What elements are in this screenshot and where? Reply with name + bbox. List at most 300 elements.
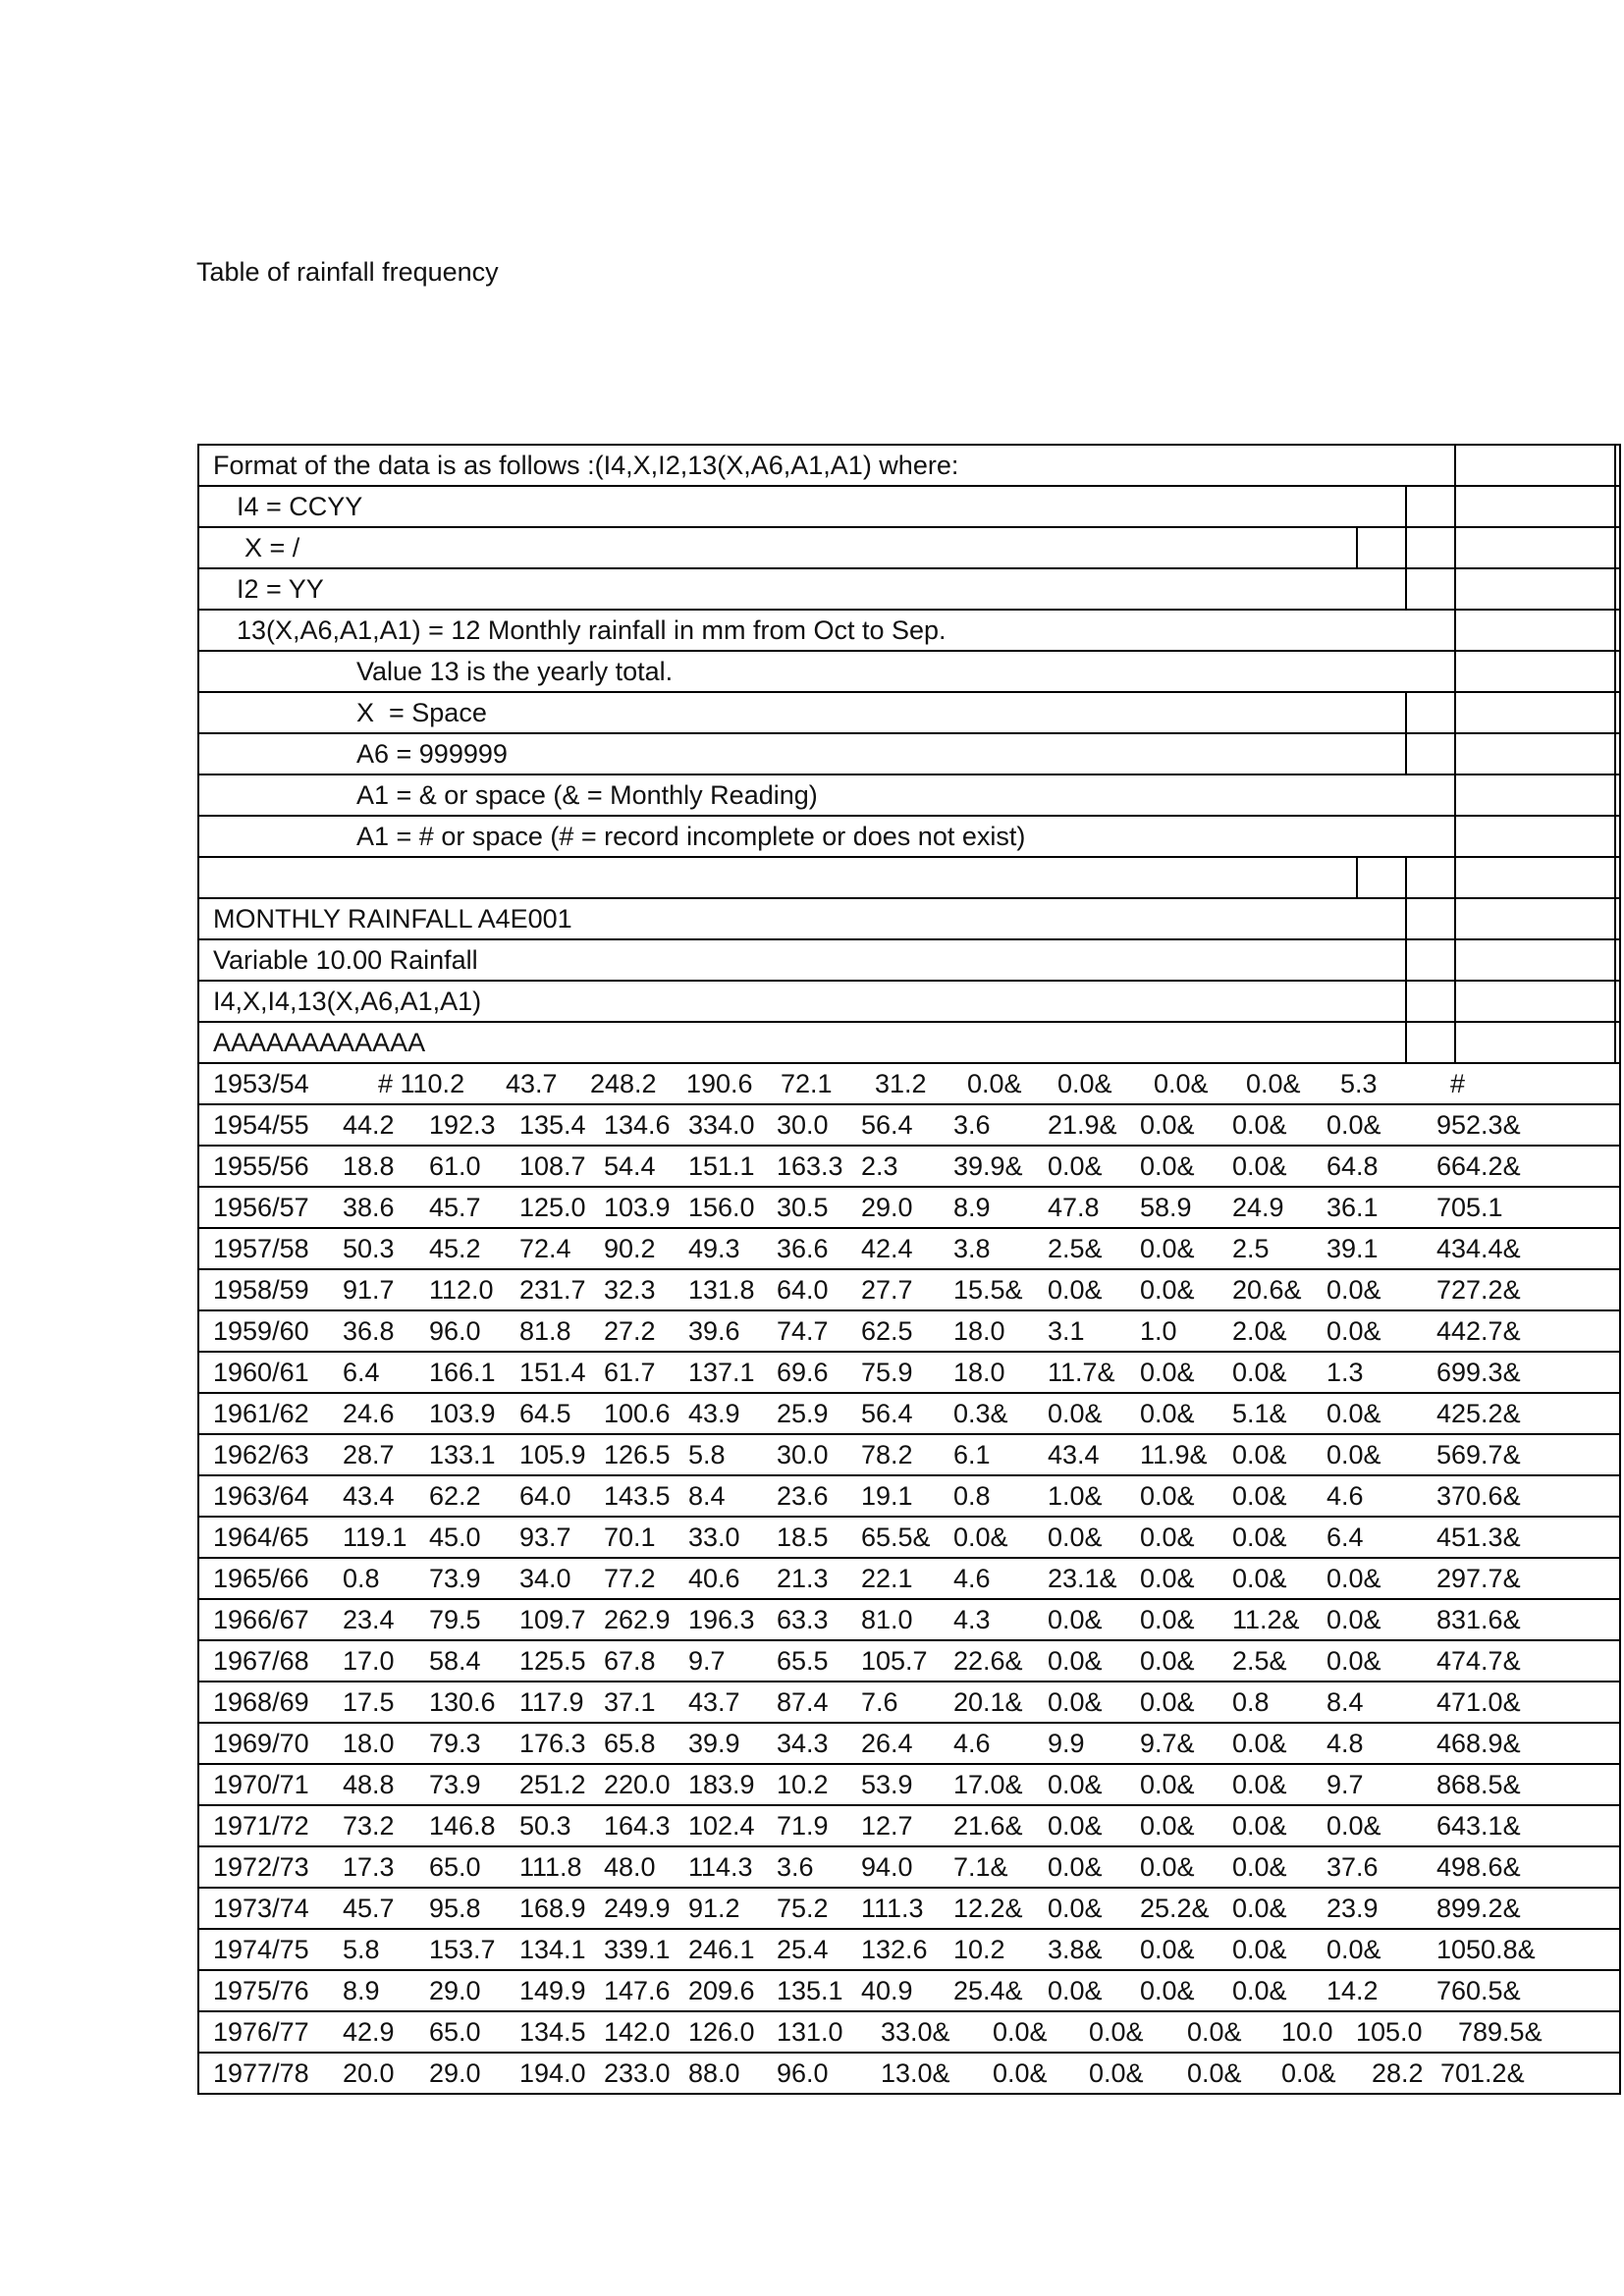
monthly-value: 8.9 [343, 1976, 380, 2005]
monthly-value: 262.9 [604, 1605, 671, 1634]
monthly-value: 75.9 [861, 1358, 913, 1387]
monthly-value: 27.2 [604, 1316, 656, 1346]
row-divider [197, 1227, 1621, 1229]
monthly-value: 22.6& [953, 1646, 1023, 1676]
monthly-value: 5.8 [688, 1440, 726, 1469]
monthly-value: 56.4 [861, 1110, 913, 1140]
monthly-value: 233.0 [604, 2058, 671, 2088]
monthly-value: 0.8 [1232, 1687, 1270, 1717]
yearly-total: 831.6& [1436, 1605, 1521, 1634]
monthly-value: 61.0 [429, 1151, 481, 1181]
monthly-value: 39.9& [953, 1151, 1023, 1181]
monthly-value: 33.0 [688, 1522, 740, 1552]
row-year: 1974/75 [213, 1935, 309, 1964]
yearly-total: 664.2& [1436, 1151, 1521, 1181]
header-row-text: I2 = YY [237, 574, 324, 604]
monthly-value: 38.6 [343, 1193, 395, 1222]
monthly-value: 18.0 [343, 1729, 395, 1758]
cell-divider [1405, 856, 1407, 897]
row-divider [197, 526, 1621, 528]
monthly-value: 2.5& [1232, 1646, 1287, 1676]
row-year: 1977/78 [213, 2058, 309, 2088]
monthly-value: 65.8 [604, 1729, 656, 1758]
monthly-value: 17.0& [953, 1770, 1023, 1799]
monthly-value: 34.0 [519, 1564, 571, 1593]
monthly-value: 0.0& [1232, 1852, 1287, 1882]
monthly-value: 9.7 [1326, 1770, 1364, 1799]
row-divider [197, 2093, 1621, 2095]
monthly-value: 131.8 [688, 1275, 755, 1305]
table-row [197, 1392, 1621, 1433]
monthly-value: 26.4 [861, 1729, 913, 1758]
monthly-value: 23.9 [1326, 1894, 1379, 1923]
monthly-value: 22.1 [861, 1564, 913, 1593]
table-row [197, 1062, 1621, 1103]
table-left-border [197, 444, 199, 2095]
monthly-value: 20.6& [1232, 1275, 1302, 1305]
monthly-value: 70.1 [604, 1522, 656, 1552]
monthly-value: 126.0 [688, 2017, 755, 2047]
monthly-value: 37.6 [1326, 1852, 1379, 1882]
monthly-value: 0.0& [1048, 1976, 1103, 2005]
monthly-value: 72.4 [519, 1234, 571, 1263]
row-divider [197, 1433, 1621, 1435]
monthly-value: 132.6 [861, 1935, 928, 1964]
monthly-value: 251.2 [519, 1770, 586, 1799]
monthly-value: 103.9 [429, 1399, 496, 1428]
row-year: 1957/58 [213, 1234, 309, 1263]
monthly-value: 8.4 [1326, 1687, 1364, 1717]
monthly-value: 78.2 [861, 1440, 913, 1469]
monthly-value: 37.1 [604, 1687, 656, 1717]
row-divider [197, 1969, 1621, 1971]
monthly-value: 166.1 [429, 1358, 496, 1387]
monthly-value: 25.9 [777, 1399, 829, 1428]
table-row [197, 1681, 1621, 1722]
monthly-value: 0.0& [1089, 2058, 1144, 2088]
monthly-value: 54.4 [604, 1151, 656, 1181]
row-divider [197, 1186, 1621, 1188]
monthly-value: 73.2 [343, 1811, 395, 1841]
monthly-value: 4.6 [953, 1564, 991, 1593]
row-divider [197, 1474, 1621, 1476]
monthly-value: 18.0 [953, 1358, 1005, 1387]
monthly-value: 24.9 [1232, 1193, 1284, 1222]
yearly-total: 952.3& [1436, 1110, 1521, 1140]
monthly-value: 11.7& [1048, 1358, 1115, 1387]
row-divider [197, 1681, 1621, 1682]
table-row [197, 1351, 1621, 1392]
row-year: 1972/73 [213, 1852, 309, 1882]
monthly-value: 45.2 [429, 1234, 481, 1263]
row-divider [197, 444, 1621, 446]
table-row [197, 1598, 1621, 1639]
monthly-value: 25.4 [777, 1935, 829, 1964]
monthly-value: 3.6 [777, 1852, 814, 1882]
table-row [197, 2010, 1621, 2052]
monthly-value: 0.0& [1232, 1729, 1287, 1758]
monthly-value: 2.5& [1048, 1234, 1103, 1263]
monthly-value: 65.0 [429, 2017, 481, 2047]
monthly-value: 21.6& [953, 1811, 1023, 1841]
table-row [197, 1887, 1621, 1928]
yearly-total: 442.7& [1436, 1316, 1521, 1346]
monthly-value: 111.3 [861, 1894, 924, 1923]
monthly-value: 65.0 [429, 1852, 481, 1882]
yearly-total: 474.7& [1436, 1646, 1521, 1676]
monthly-value: 0.0& [1246, 1069, 1301, 1098]
cell-divider [1405, 897, 1407, 938]
row-year: 1965/66 [213, 1564, 309, 1593]
row-year: 1969/70 [213, 1729, 309, 1758]
monthly-value: 0.0& [1326, 1564, 1381, 1593]
row-year: 1959/60 [213, 1316, 309, 1346]
monthly-value: 0.0& [1048, 1852, 1103, 1882]
header-row [197, 1021, 1621, 1062]
table-row [197, 1145, 1621, 1186]
row-year: 1968/69 [213, 1687, 309, 1717]
header-row-text: X = / [244, 533, 300, 562]
monthly-value: 164.3 [604, 1811, 671, 1841]
monthly-value: 133.1 [429, 1440, 496, 1469]
header-row [197, 444, 1621, 485]
monthly-value: 339.1 [604, 1935, 671, 1964]
monthly-value: 64.0 [777, 1275, 829, 1305]
row-year: 1954/55 [213, 1110, 309, 1140]
table-row [197, 1268, 1621, 1309]
table-row [197, 1309, 1621, 1351]
yearly-total: 370.6& [1436, 1481, 1521, 1511]
table-row [197, 1227, 1621, 1268]
monthly-value: 30.0 [777, 1110, 829, 1140]
monthly-value: 0.0& [1140, 1481, 1195, 1511]
row-year: 1966/67 [213, 1605, 309, 1634]
monthly-value: 64.0 [519, 1481, 571, 1511]
header-row-text: A1 = & or space (& = Monthly Reading) [356, 780, 818, 810]
row-year: 1961/62 [213, 1399, 309, 1428]
monthly-value: 119.1 [343, 1522, 407, 1552]
monthly-value: 94.0 [861, 1852, 913, 1882]
monthly-value: 87.4 [777, 1687, 829, 1717]
monthly-value: 3.6 [953, 1110, 991, 1140]
monthly-value: 50.3 [343, 1234, 395, 1263]
monthly-value: 156.0 [688, 1193, 755, 1222]
monthly-value: 112.0 [429, 1275, 494, 1305]
table-row [197, 1722, 1621, 1763]
row-divider [197, 897, 1621, 899]
monthly-value: 61.7 [604, 1358, 656, 1387]
monthly-value: 25.4& [953, 1976, 1023, 2005]
monthly-value: 151.4 [519, 1358, 586, 1387]
row-divider [197, 485, 1621, 487]
monthly-value: 30.5 [777, 1193, 829, 1222]
monthly-value: 17.5 [343, 1687, 395, 1717]
row-year: 1953/54 [213, 1069, 309, 1098]
header-row [197, 567, 1621, 609]
document-title: Table of rainfall frequency [196, 257, 499, 287]
monthly-value: 194.0 [519, 2058, 586, 2088]
monthly-value: 12.2& [953, 1894, 1023, 1923]
monthly-value: 42.9 [343, 2017, 395, 2047]
monthly-value: 134.6 [604, 1110, 671, 1140]
monthly-value: 88.0 [688, 2058, 740, 2088]
monthly-value: 3.8& [1048, 1935, 1103, 1964]
monthly-value: 0.0& [1326, 1399, 1381, 1428]
monthly-value: 49.3 [688, 1234, 740, 1263]
row-year: 1970/71 [213, 1770, 309, 1799]
monthly-value: 31.2 [875, 1069, 927, 1098]
monthly-value: 0.8 [343, 1564, 380, 1593]
yearly-total: 643.1& [1436, 1811, 1521, 1841]
monthly-value: 1.0 [1140, 1316, 1177, 1346]
monthly-value: 196.3 [688, 1605, 755, 1634]
monthly-value: 20.1& [953, 1687, 1023, 1717]
row-divider [197, 1103, 1621, 1105]
monthly-value: 32.3 [604, 1275, 656, 1305]
monthly-value: 0.0& [1140, 1770, 1195, 1799]
monthly-value: 0.0& [1140, 1976, 1195, 2005]
row-divider [197, 1887, 1621, 1889]
yearly-total: 899.2& [1436, 1894, 1521, 1923]
monthly-value: 0.0& [1140, 1811, 1195, 1841]
table-row [197, 1969, 1621, 2010]
yearly-total: 434.4& [1436, 1234, 1521, 1263]
monthly-value: 0.0& [1187, 2017, 1242, 2047]
monthly-value: 28.2 [1372, 2058, 1424, 2088]
header-row-text: X = Space [356, 698, 487, 727]
yearly-total: 760.5& [1436, 1976, 1521, 2005]
monthly-value: 142.0 [604, 2017, 671, 2047]
monthly-value: 18.8 [343, 1151, 395, 1181]
monthly-value: 0.0& [993, 2017, 1048, 2047]
row-divider [197, 1598, 1621, 1600]
yearly-total: 425.2& [1436, 1399, 1521, 1428]
yearly-total: 451.3& [1436, 1522, 1521, 1552]
cell-divider [1356, 856, 1358, 897]
monthly-value: 2.0& [1232, 1316, 1287, 1346]
row-divider [197, 1021, 1621, 1023]
monthly-value: 36.8 [343, 1316, 395, 1346]
monthly-value: 0.0& [1232, 1440, 1287, 1469]
monthly-value: 96.0 [429, 1316, 481, 1346]
monthly-value: 40.9 [861, 1976, 913, 2005]
row-year: 1976/77 [213, 2017, 309, 2047]
monthly-value: 4.6 [953, 1729, 991, 1758]
table-row [197, 1845, 1621, 1887]
monthly-value: 137.1 [688, 1358, 755, 1387]
row-divider [197, 609, 1621, 611]
monthly-value: 0.0& [1140, 1605, 1195, 1634]
header-row-text: A1 = # or space (# = record incomplete or does not exist) [356, 822, 1026, 851]
monthly-value: 79.5 [429, 1605, 481, 1634]
monthly-value: 0.0& [967, 1069, 1022, 1098]
monthly-value: 93.7 [519, 1522, 571, 1552]
monthly-value: 130.6 [429, 1687, 496, 1717]
row-year: 1971/72 [213, 1811, 309, 1841]
monthly-value: 0.0& [1048, 1522, 1103, 1552]
row-divider [197, 1557, 1621, 1559]
yearly-total: 498.6& [1436, 1852, 1521, 1882]
monthly-value: 0.0& [1140, 1110, 1195, 1140]
row-divider [197, 856, 1621, 858]
monthly-value: 81.8 [519, 1316, 571, 1346]
monthly-value: 0.0& [1048, 1151, 1103, 1181]
row-year: 1963/64 [213, 1481, 309, 1511]
header-row [197, 897, 1621, 938]
monthly-value: 334.0 [688, 1110, 755, 1140]
monthly-value: 4.8 [1326, 1729, 1364, 1758]
monthly-value: 67.8 [604, 1646, 656, 1676]
monthly-value: 30.0 [777, 1440, 829, 1469]
table-row [197, 1804, 1621, 1845]
monthly-value: 45.0 [429, 1522, 481, 1552]
monthly-value: 134.1 [519, 1935, 586, 1964]
monthly-value: 91.7 [343, 1275, 395, 1305]
monthly-value: 19.1 [861, 1481, 913, 1511]
cell-divider [1356, 526, 1358, 567]
header-row [197, 980, 1621, 1021]
monthly-value: # 110.2 [378, 1069, 465, 1098]
monthly-value: 27.7 [861, 1275, 913, 1305]
monthly-value: 48.8 [343, 1770, 395, 1799]
header-row-text: Value 13 is the yearly total. [356, 657, 674, 686]
monthly-value: 135.4 [519, 1110, 586, 1140]
monthly-value: 0.0& [1140, 1564, 1195, 1593]
monthly-value: 90.2 [604, 1234, 656, 1263]
monthly-value: 43.7 [688, 1687, 740, 1717]
monthly-value: 53.9 [861, 1770, 913, 1799]
monthly-value: 192.3 [429, 1110, 496, 1140]
table-right-border [1619, 1062, 1621, 2095]
yearly-total: 705.1 [1436, 1193, 1503, 1222]
monthly-value: 95.8 [429, 1894, 481, 1923]
monthly-value: 102.4 [688, 1811, 755, 1841]
header-row-text: MONTHLY RAINFALL A4E001 [213, 904, 572, 934]
table-row [197, 1433, 1621, 1474]
row-divider [197, 815, 1621, 817]
monthly-value: 10.2 [777, 1770, 829, 1799]
monthly-value: 12.7 [861, 1811, 913, 1841]
cell-divider [1405, 938, 1407, 980]
row-divider [197, 567, 1621, 569]
monthly-value: 81.0 [861, 1605, 913, 1634]
yearly-total: 789.5& [1458, 2017, 1543, 2047]
monthly-value: 105.7 [861, 1646, 928, 1676]
monthly-value: 62.5 [861, 1316, 913, 1346]
monthly-value: 125.0 [519, 1193, 586, 1222]
monthly-value: 6.4 [1326, 1522, 1364, 1552]
row-divider [197, 1309, 1621, 1311]
monthly-value: 29.0 [429, 1976, 481, 2005]
table-row [197, 1186, 1621, 1227]
column-divider [1454, 444, 1456, 1062]
monthly-value: 4.6 [1326, 1481, 1364, 1511]
monthly-value: 11.9& [1140, 1440, 1208, 1469]
monthly-value: 111.8 [519, 1852, 582, 1882]
row-year: 1967/68 [213, 1646, 309, 1676]
table-row [197, 1516, 1621, 1557]
header-row-text: 13(X,A6,A1,A1) = 12 Monthly rainfall in mm from Oct to Sep. [237, 615, 947, 645]
table-row [197, 1763, 1621, 1804]
monthly-value: 21.3 [777, 1564, 829, 1593]
monthly-value: 168.9 [519, 1894, 586, 1923]
table-row [197, 1557, 1621, 1598]
monthly-value: 10.2 [953, 1935, 1005, 1964]
monthly-value: 33.0& [881, 2017, 950, 2047]
cell-divider [1405, 567, 1407, 609]
monthly-value: 249.9 [604, 1894, 671, 1923]
monthly-value: 0.0& [1140, 1687, 1195, 1717]
monthly-value: 11.2& [1232, 1605, 1300, 1634]
monthly-value: 71.9 [777, 1811, 829, 1841]
row-divider [197, 1639, 1621, 1641]
monthly-value: 17.3 [343, 1852, 395, 1882]
row-divider [197, 1062, 1621, 1064]
row-year: 1956/57 [213, 1193, 309, 1222]
monthly-value: 23.1& [1048, 1564, 1117, 1593]
monthly-value: 0.0& [1140, 1275, 1195, 1305]
row-divider [197, 1722, 1621, 1724]
monthly-value: 13.0& [881, 2058, 950, 2088]
monthly-value: 9.7 [688, 1646, 726, 1676]
yearly-total: 468.9& [1436, 1729, 1521, 1758]
monthly-value: 149.9 [519, 1976, 586, 2005]
monthly-value: 109.7 [519, 1605, 586, 1634]
monthly-value: 10.0 [1281, 2017, 1333, 2047]
monthly-value: 24.6 [343, 1399, 395, 1428]
monthly-value: 79.3 [429, 1729, 481, 1758]
monthly-value: 0.3& [953, 1399, 1008, 1428]
table-row [197, 1474, 1621, 1516]
monthly-value: 0.0& [1232, 1564, 1287, 1593]
monthly-value: 1.3 [1326, 1358, 1364, 1387]
monthly-value: 0.0& [1232, 1935, 1287, 1964]
row-divider [197, 774, 1621, 775]
header-row-empty [197, 856, 1621, 897]
monthly-value: 117.9 [519, 1687, 584, 1717]
monthly-value: 28.7 [343, 1440, 395, 1469]
yearly-total: 1050.8& [1436, 1935, 1536, 1964]
yearly-total: # [1450, 1069, 1466, 1098]
monthly-value: 50.3 [519, 1811, 571, 1841]
cell-divider [1405, 691, 1407, 732]
monthly-value: 43.4 [1048, 1440, 1100, 1469]
monthly-value: 0.0& [1140, 1151, 1195, 1181]
monthly-value: 0.0& [1326, 1110, 1381, 1140]
monthly-value: 146.8 [429, 1811, 496, 1841]
monthly-value: 0.0& [1232, 1770, 1287, 1799]
monthly-value: 74.7 [777, 1316, 829, 1346]
monthly-value: 18.0 [953, 1316, 1005, 1346]
monthly-value: 42.4 [861, 1234, 913, 1263]
monthly-value: 65.5 [777, 1646, 829, 1676]
monthly-value: 0.0& [1232, 1358, 1287, 1387]
header-row-text: A6 = 999999 [356, 739, 508, 769]
monthly-value: 7.1& [953, 1852, 1008, 1882]
monthly-value: 6.4 [343, 1358, 380, 1387]
monthly-value: 0.0& [1326, 1605, 1381, 1634]
monthly-value: 43.4 [343, 1481, 395, 1511]
header-row-text: I4 = CCYY [237, 492, 363, 521]
monthly-value: 9.9 [1048, 1729, 1085, 1758]
row-divider [197, 2010, 1621, 2012]
row-divider [197, 1351, 1621, 1353]
monthly-value: 65.5& [861, 1522, 931, 1552]
row-divider [197, 691, 1621, 693]
monthly-value: 0.0& [1232, 1110, 1287, 1140]
monthly-value: 39.6 [688, 1316, 740, 1346]
cell-divider [1405, 1021, 1407, 1062]
